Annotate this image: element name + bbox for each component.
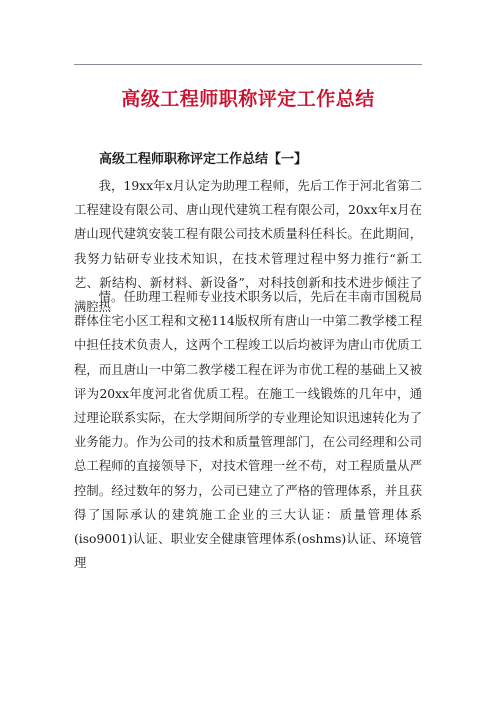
section-heading: 高级工程师职称评定工作总结【一】 <box>99 152 308 167</box>
body-paragraph-2: 情。任助理工程师专业技术职务以后，先后在丰南市国税局群体住宅小区工程和文秘114版权所有唐山一中第二教学楼工程中担任技术负责人，这两个工程竣工以后均被评为唐山市优质工程，而且唐山一中第二教学楼工程在评为市优工程的基础上又被评为20xx年度河北省优质工程。在施工一线锻炼的几年中，通过理论联系实际，在大学期间所学的专业理论知识迅速转化为了业务能力。作为公司的技术和质量管理部门，在公司经理和公司总工程师的直接领导下，对技术管理一丝不苟，对工程质量从严控制。经过数年的努力，公司已建立了严格的管理体系，并且获得了国际承认的建筑施工企业的三大认证：质量管理体系(iso9001)认证、职业安全健康管理体系(oshms)认证、环境管理 <box>74 290 422 571</box>
document-title: 高级工程师职称评定工作总结 <box>121 88 375 110</box>
body-paragraph-1: 我，19xx年x月认定为助理工程师，先后工作于河北省第二工程建设有限公司、唐山现代建筑工程有限公司，20xx年x月在唐山现代建筑安装工程有限公司技术质量科任科长。在此期间，我努力钻研专业技术知识，在技术管理过程中努力推行“新工艺、新结构、新材料、新设备”，对科技创新和技术进步倾注了满腔热 <box>74 179 422 315</box>
header-divider <box>74 64 422 65</box>
